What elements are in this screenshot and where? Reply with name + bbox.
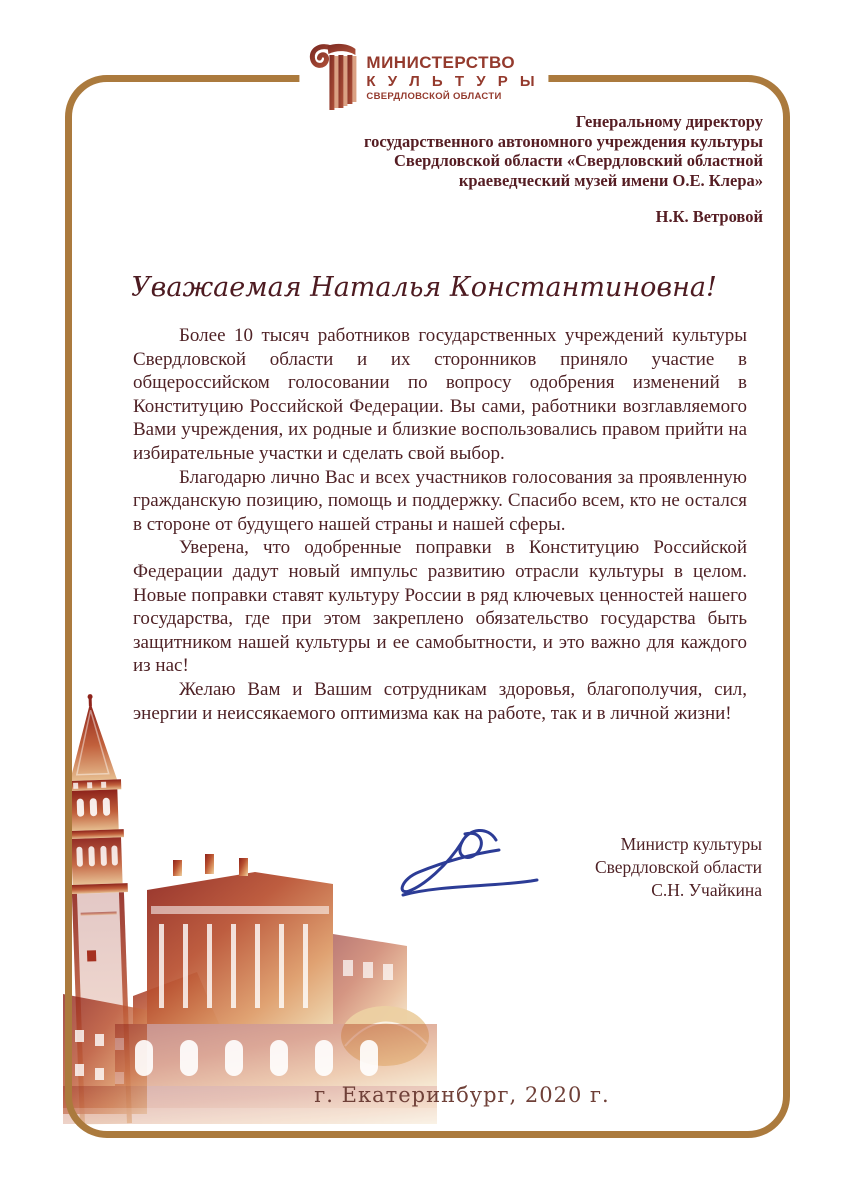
- body-paragraph: Желаю Вам и Вашим сотрудникам здоровья, благополучия, сил, энергии и неиссякаемого оптимизма как на работе, так и в личной жизни!: [133, 678, 747, 724]
- logo-culture-word: К У Л Ь Т У Р Ы: [366, 73, 539, 91]
- ministry-logo-text: [366, 54, 538, 102]
- salutation: Уважаемая Наталья Константиновна!: [131, 272, 717, 303]
- signer-title-line: Свердловской области: [594, 857, 762, 877]
- body-paragraph: Уверена, что одобренные поправки в Конституцию Российской Федерации дадут новый импульс развитию отрасли культуры в целом. Новые поправки ставят культуру России в ряд ключевых ценностей нашего государства, где при этом закреплено обязательство государства быть защитником нашей культуры и ее самобытности, и это важно для каждого из нас!: [133, 537, 747, 677]
- ministry-logo: [299, 42, 548, 114]
- addressee-line: Генеральному директору: [575, 112, 763, 131]
- logo-region-word: СВЕРДЛОВСКОЙ ОБЛАСТИ: [366, 90, 502, 102]
- addressee-line: государственного автономного учреждения культуры: [363, 131, 763, 151]
- signer-title-line: Министр культуры: [620, 834, 762, 854]
- signer-name: С.Н. Учайкина: [651, 880, 762, 900]
- place-date-footer: г. Екатеринбург, 2020 г.: [314, 1083, 610, 1107]
- logo-ministry-word: МИНИСТЕРСТВО: [366, 53, 516, 73]
- addressee-block: [203, 112, 763, 227]
- body-paragraph: Благодарю лично Вас и всех участников голосования за проявленную гражданскую позицию, помощь и поддержку. Спасибо всем, кто не остался в стороне от будущего нашей страны и нашей сферы.: [133, 466, 747, 535]
- addressee-line: краеведческий музей имени О.Е. Клера»: [458, 170, 763, 190]
- signer-block: [595, 833, 762, 902]
- letter-body: [133, 324, 747, 725]
- body-paragraph: Более 10 тысяч работников государственных учреждений культуры Свердловской области и их сторонников приняло участие в общероссийском голосовании по вопросу одобрения изменений в Конституцию Российской Федерации. Вы сами, работники возглавляемого Вами учреждения, их родные и близкие воспользовались правом прийти на избирательные участки и сделать свой выбор.: [133, 325, 747, 464]
- handwritten-signature-image: [393, 822, 543, 917]
- addressee-name: Н.К. Ветровой: [655, 207, 763, 226]
- addressee-line: Свердловской области «Свердловский областной: [394, 151, 763, 170]
- column-capital-logo-icon: [309, 42, 357, 114]
